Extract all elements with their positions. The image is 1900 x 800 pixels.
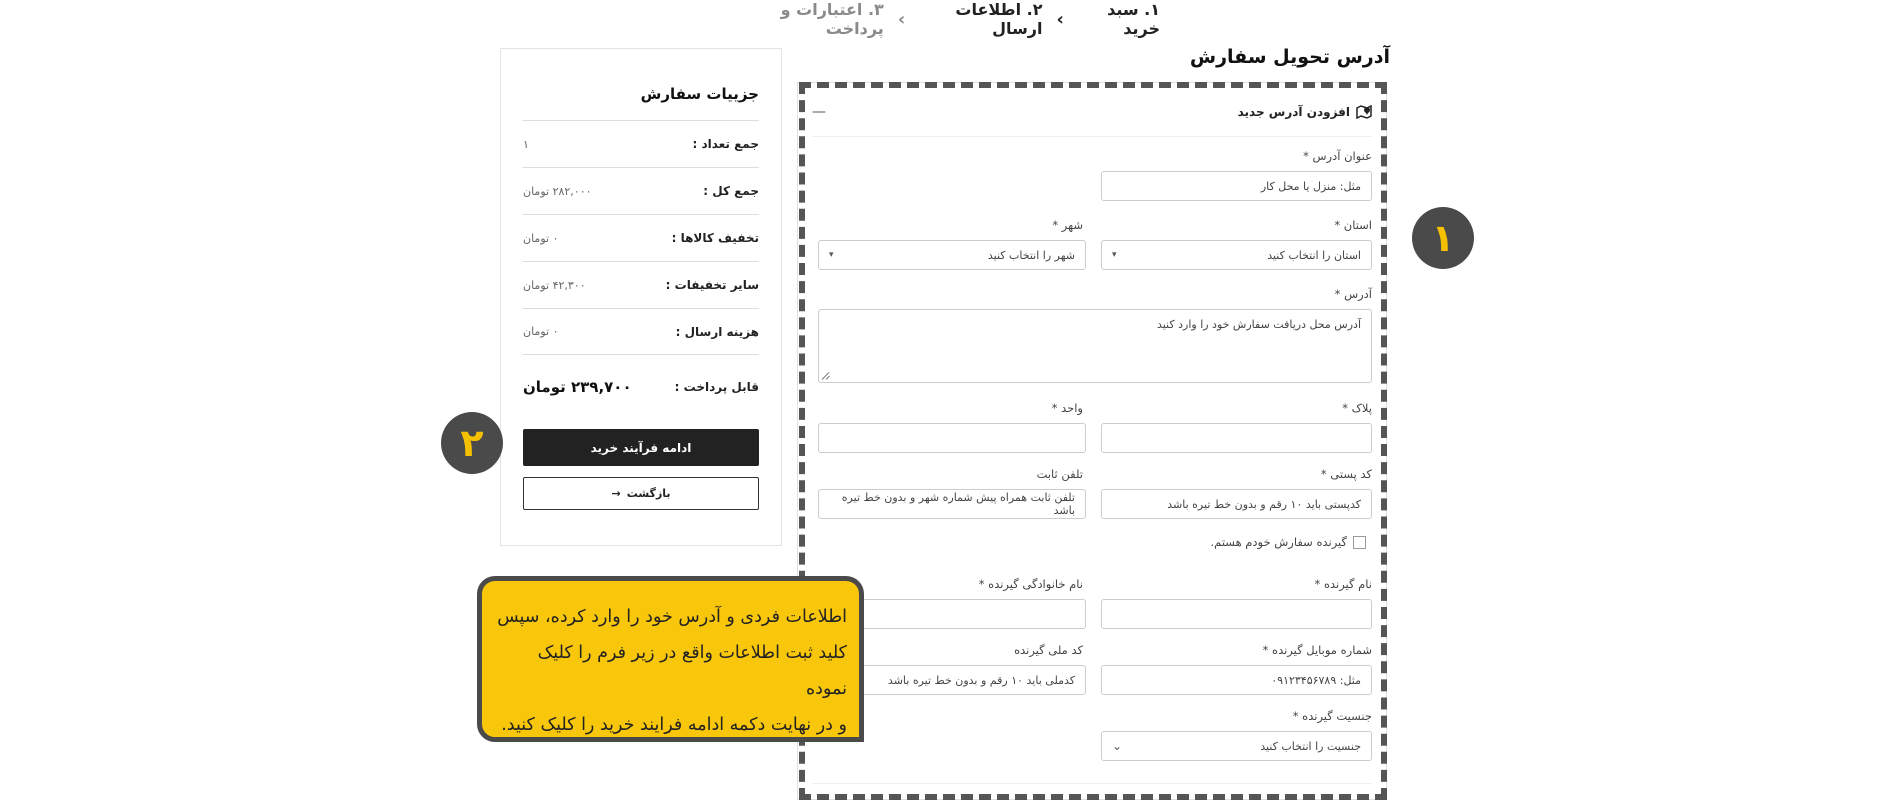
self-receiver-checkbox[interactable] [1353,536,1366,549]
postal-code-placeholder: کدپستی باید ۱۰ رقم و بدون خط تیره باشد [1167,497,1361,511]
receiver-mobile-label: شماره موبایل گیرنده * [1262,643,1372,657]
divider [812,783,1372,784]
payable-row [523,372,759,402]
chevron-left-icon: › [897,8,906,30]
gender-value: جنسیت را انتخاب کنید [1260,739,1361,753]
chevron-down-icon: ⌄ [1112,739,1123,753]
address-form-panel [797,82,1387,800]
step-payment[interactable]: ۳. اعتبارات و پرداخت [780,0,884,38]
national-code-placeholder: کدملی باید ۱۰ رقم و بدون خط تیره باشد [887,673,1075,687]
plaque-label: پلاک * [1342,401,1372,415]
caret-down-icon: ▾ [1112,250,1117,260]
province-label: استان * [1334,218,1372,232]
summary-row [523,214,759,261]
self-receiver-option[interactable] [1211,535,1366,549]
address-title-label: عنوان آدرس * [1303,149,1372,163]
summary-row-label: جمع کل : [703,184,759,198]
city-value: شهر را انتخاب کنید [987,248,1075,262]
chevron-left-icon: › [1056,8,1064,30]
landline-label: تلفن ثابت [1036,467,1083,481]
checkout-steps [740,0,1160,38]
continue-purchase-button[interactable]: ادامه فرآیند خرید [523,429,759,466]
summary-row-value: ۰ تومان [523,231,559,245]
payable-label: قابل پرداخت : [674,380,759,394]
summary-row-label: هزینه ارسال : [675,324,759,339]
address-label: آدرس * [1334,287,1372,301]
receiver-family-label: نام خانوادگی گیرنده * [978,577,1083,591]
back-button[interactable] [523,477,759,510]
callout-line: کلید ثبت اطلاعات واقع در زیر فرم را کلیک نموده [537,643,847,699]
summary-row [523,167,759,214]
address-textarea[interactable] [818,309,1372,383]
summary-row-value: ۲۸۲,۰۰۰ تومان [523,184,592,198]
summary-title: جزییات سفارش [640,85,759,103]
plaque-input[interactable] [1101,423,1372,453]
gender-select[interactable] [1101,731,1372,761]
order-summary-card [500,48,782,546]
payable-value: ۲۳۹,۷۰۰ تومان [523,378,632,396]
address-placeholder: آدرس محل دریافت سفارش خود را وارد کنید [1156,318,1361,331]
summary-row [523,308,759,355]
landline-placeholder: تلفن ثابت همراه پیش شماره شهر و بدون خط تیره باشد [841,491,1075,517]
receiver-mobile-input[interactable] [1101,665,1372,695]
receiver-name-label: نام گیرنده * [1314,577,1372,591]
postal-code-label: کد پستی * [1320,467,1372,481]
postal-code-input[interactable] [1101,489,1372,519]
resize-handle-icon[interactable] [822,370,832,380]
panel-title: افزودن آدرس جدید [1237,104,1350,119]
summary-row-value: ۰ تومان [523,325,559,338]
back-label: بازگشت [626,487,671,500]
callout-line: اطلاعات فردی و آدرس خود را وارد کرده، سپس [497,607,847,627]
panel-title-group [1238,105,1372,119]
marker-two: ۲ [441,412,503,474]
receiver-mobile-placeholder: مثل: ۰۹۱۲۳۴۵۶۷۸۹ [1271,673,1361,687]
unit-input[interactable] [818,423,1086,453]
address-title-placeholder: مثل: منزل یا محل کار [1260,179,1361,193]
province-value: استان را انتخاب کنید [1267,248,1361,262]
step-shipping-info[interactable]: ۲. اطلاعات ارسال [955,0,1043,38]
summary-row-label: سایر تخفیفات : [665,278,759,292]
province-select[interactable] [1101,240,1372,270]
page-title: آدرس تحویل سفارش [1189,46,1390,68]
step-cart[interactable]: ۱. سبد خرید [1107,0,1160,38]
arrow-right-icon: → [611,487,621,500]
caret-down-icon: ▾ [829,250,834,260]
summary-row-value: ۴۲,۳۰۰ تومان [523,278,586,292]
panel-header[interactable] [812,97,1372,137]
instruction-callout [477,576,864,742]
receiver-name-input[interactable] [1101,599,1372,629]
unit-label: واحد * [1051,401,1083,415]
summary-row-value: ۱ [523,137,529,151]
map-marker-icon [1356,105,1372,119]
city-select[interactable] [818,240,1086,270]
summary-row-label: جمع تعداد : [692,137,759,151]
national-code-label: کد ملی گیرنده [1014,643,1083,657]
address-title-input[interactable] [1101,171,1372,201]
callout-line: و در نهایت دکمه ادامه فرایند خرید را کلیک کنید. [501,715,847,735]
landline-input[interactable] [818,489,1086,519]
summary-row-label: تخفیف کالاها : [671,231,759,245]
summary-row [523,261,759,308]
self-receiver-label: گیرنده سفارش خودم هستم. [1210,535,1347,549]
gender-label: جنسیت گیرنده * [1292,709,1372,723]
marker-one: ۱ [1412,207,1474,269]
summary-row [523,120,759,167]
city-label: شهر * [1052,218,1083,232]
collapse-button[interactable]: — [812,103,826,120]
